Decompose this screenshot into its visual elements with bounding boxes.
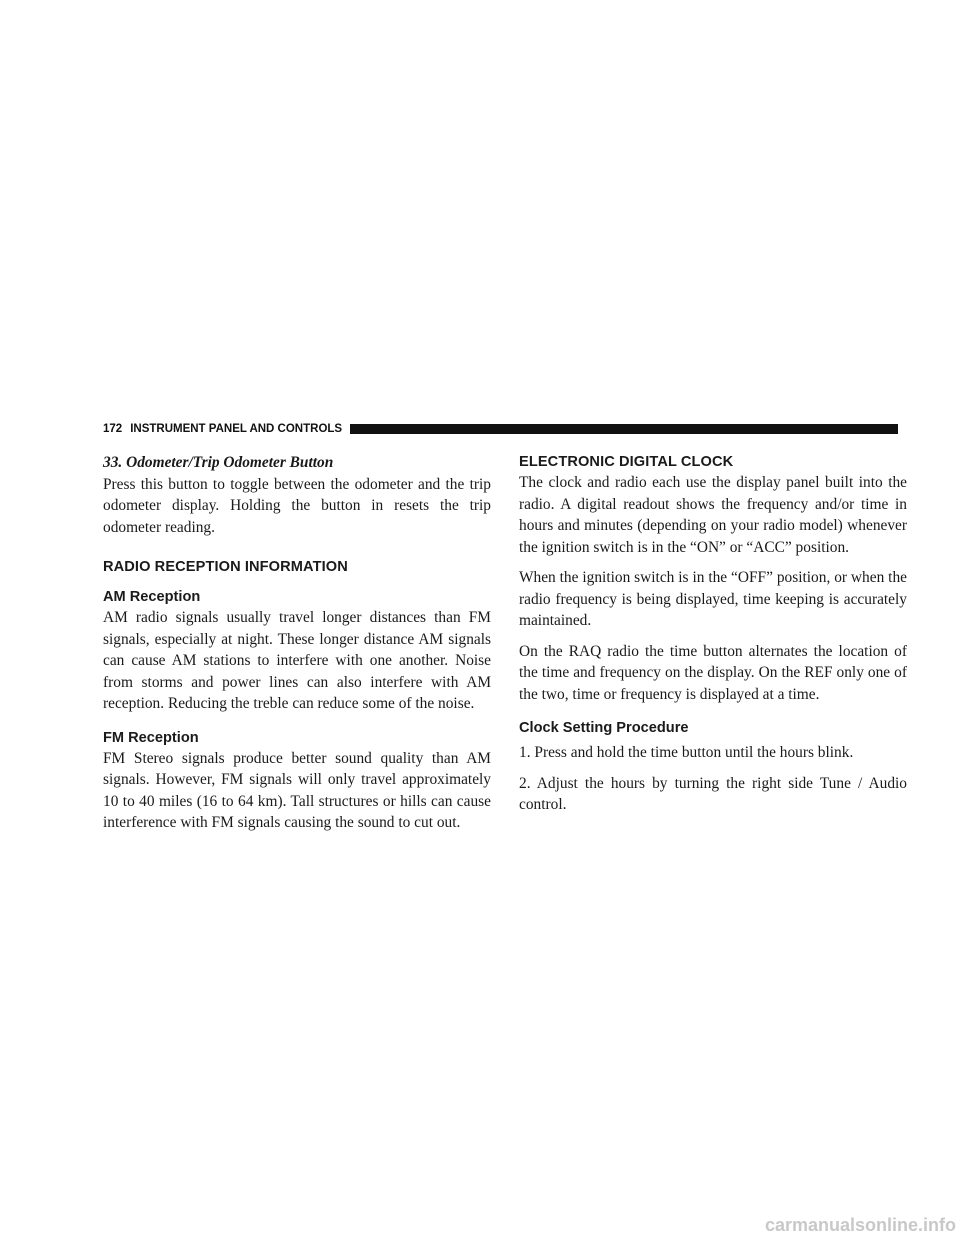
fm-reception-heading: FM Reception [103, 729, 199, 746]
clock-setting-step-1: 1. Press and hold the time button until the hours blink. [519, 744, 854, 761]
clock-setting-heading: Clock Setting Procedure [519, 720, 689, 736]
left-column [103, 452, 491, 843]
header-rule [350, 424, 898, 434]
am-reception-text: AM radio signals usually travel longer distances than FM signals, especially at night. These longer distance AM signals can cause AM stations to interfere with one another. Noise from storms and power lines can also interfere with AM reception. Reducing the treble can reduce some of the noise. [103, 609, 491, 712]
page-number: 172 [103, 423, 123, 435]
clock-setting-step-2: 2. Adjust the hours by turning the right side Tune / Audio control. [519, 774, 907, 813]
right-column [519, 452, 907, 825]
odometer-button-text: Press this button to toggle between the odometer and the trip odometer display. Holding the button in resets the trip odometer reading. [103, 475, 491, 536]
digital-clock-paragraph-3: On the RAQ radio the time button alternates the location of the time and frequency on the display. On the REF only one of the two, time or frequency is displayed at a time. [519, 642, 907, 703]
page-header [103, 420, 898, 438]
digital-clock-heading: ELECTRONIC DIGITAL CLOCK [519, 454, 734, 470]
watermark: carmanualsonline.info [764, 1215, 956, 1235]
digital-clock-paragraph-2: When the ignition switch is in the “OFF” position, or when the radio frequency is being displayed, time keeping is accurately maintained. [519, 569, 907, 629]
fm-reception-text: FM Stereo signals produce better sound quality than AM signals. However, FM signals will only travel approximately 10 to 40 miles (16 to 64 km). Tall structures or hills can cause interference with FM signals causing the sound to cut out. [103, 749, 491, 831]
am-reception-heading: AM Reception [103, 589, 201, 605]
radio-reception-heading: RADIO RECEPTION INFORMATION [103, 559, 348, 575]
section-title: INSTRUMENT PANEL AND CONTROLS [130, 423, 343, 435]
digital-clock-paragraph-1: The clock and radio each use the display panel built into the radio. A digital readout shows the frequency and/or time in hours and minutes (depending on your radio model) whenever the ignition switch is in the “ON” or “ACC” position. [519, 474, 907, 556]
odometer-button-title: 33. Odometer/Trip Odometer Button [103, 454, 334, 471]
